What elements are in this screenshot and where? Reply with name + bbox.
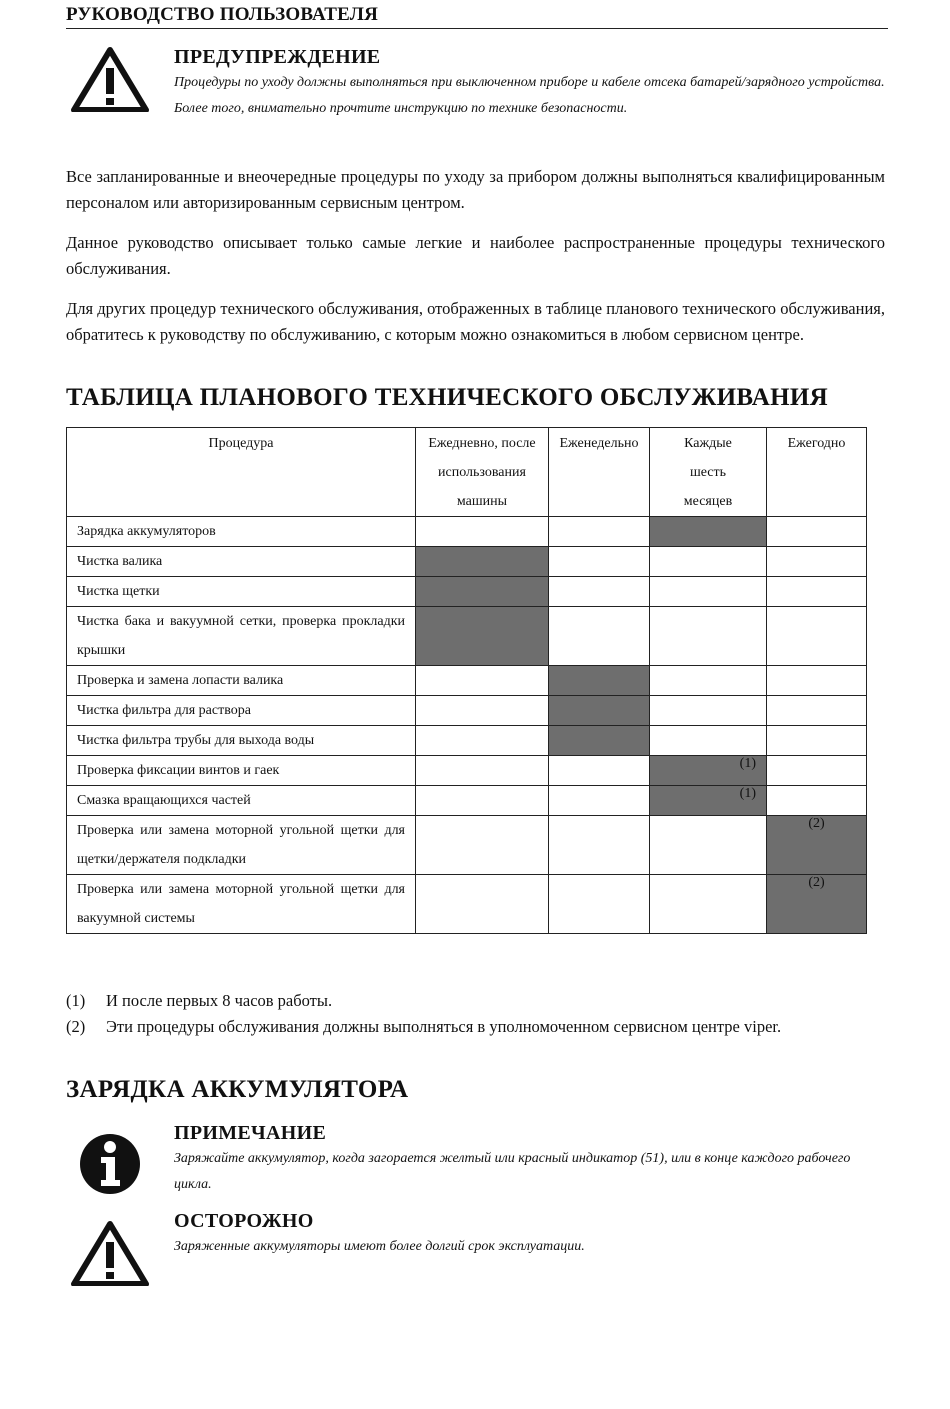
procedure-cell: Чистка фильтра для раствора (67, 696, 416, 726)
caution-text: Заряженные аккумуляторы имеют более долгий срок эксплуатации. (174, 1239, 585, 1254)
schedule-cell (416, 517, 549, 547)
maintenance-title: ТАБЛИЦА ПЛАНОВОГО ТЕХНИЧЕСКОГО ОБСЛУЖИВАНИЯ (66, 384, 829, 411)
paragraph-1: Все запланированные и внеочередные процедуры по уходу за прибором должны выполняться квалифицированным персоналом или авторизированным сервисным центром. (66, 167, 885, 212)
caution-callout (66, 1208, 888, 1288)
shaded-schedule-cell (416, 607, 549, 666)
warning-triangle-icon (70, 1220, 150, 1286)
schedule-cell (650, 577, 767, 607)
footnote-2 (66, 1014, 885, 1040)
schedule-cell (767, 666, 867, 696)
table-row (67, 786, 867, 816)
table-row (67, 517, 867, 547)
schedule-cell (549, 756, 650, 786)
schedule-cell (650, 666, 767, 696)
warning-triangle-icon (70, 46, 150, 112)
footnote-ref: (1) (739, 786, 756, 801)
table-header-row (67, 428, 867, 517)
shaded-schedule-cell (650, 517, 767, 547)
schedule-cell (416, 666, 549, 696)
schedule-cell (650, 696, 767, 726)
schedule-cell (416, 875, 549, 934)
footnotes (66, 988, 885, 1040)
schedule-cell (767, 726, 867, 756)
schedule-cell (650, 726, 767, 756)
footnote-text: Эти процедуры обслуживания должны выполняться в уполномоченном сервисном центре viper. (106, 1017, 782, 1036)
caution-title: ОСТОРОЖНО (174, 1210, 314, 1232)
table-row (67, 696, 867, 726)
footnote-number: (1) (66, 991, 86, 1010)
schedule-cell (767, 786, 867, 816)
footnote-text: И после первых 8 часов работы. (106, 991, 333, 1010)
schedule-cell (767, 547, 867, 577)
procedure-cell: Проверка или замена моторной угольной щетки для вакуумной системы (67, 875, 416, 934)
procedure-cell: Чистка фильтра трубы для выхода воды (67, 726, 416, 756)
shaded-schedule-cell (650, 786, 767, 816)
schedule-cell (549, 786, 650, 816)
shaded-schedule-cell (416, 577, 549, 607)
procedure-cell: Смазка вращающихся частей (67, 786, 416, 816)
shaded-schedule-cell (549, 726, 650, 756)
note-text: Заряжайте аккумулятор, когда загорается желтый или красный индикатор (51), или в конце каждого рабочего цикла. (174, 1151, 851, 1192)
page-header: РУКОВОДСТВО ПОЛЬЗОВАТЕЛЯ (66, 4, 888, 29)
warning-text: Процедуры по уходу должны выполняться при выключенном приборе и кабеле отсека батарей/зарядного устройства. Более того, внимательно прочтите инструкцию по технике безопасности. (174, 75, 885, 116)
procedure-cell: Проверка и замена лопасти валика (67, 666, 416, 696)
footnote-ref: (1) (739, 756, 756, 771)
schedule-cell (416, 726, 549, 756)
schedule-cell (549, 577, 650, 607)
paragraph-2: Данное руководство описывает только самые легкие и наиболее распространенные процедуры технического обслуживания. (66, 233, 885, 278)
column-header-daily: Ежедневно, после использования машины (416, 428, 549, 517)
schedule-cell (767, 517, 867, 547)
schedule-cell (767, 696, 867, 726)
procedure-cell: Чистка бака и вакуумной сетки, проверка прокладки крышки (67, 607, 416, 666)
table-row (67, 577, 867, 607)
procedure-cell: Чистка щетки (67, 577, 416, 607)
shaded-schedule-cell (767, 875, 867, 934)
warning-callout (66, 44, 888, 144)
shaded-schedule-cell (416, 547, 549, 577)
schedule-cell (767, 577, 867, 607)
shaded-schedule-cell (650, 756, 767, 786)
schedule-cell (650, 875, 767, 934)
schedule-cell (549, 875, 650, 934)
schedule-cell (416, 756, 549, 786)
column-header-procedure: Процедура (67, 428, 416, 517)
table-row (67, 547, 867, 577)
schedule-cell (549, 547, 650, 577)
shaded-schedule-cell (767, 816, 867, 875)
shaded-schedule-cell (549, 666, 650, 696)
table-row (67, 607, 867, 666)
note-title: ПРИМЕЧАНИЕ (174, 1122, 327, 1144)
procedure-cell: Проверка или замена моторной угольной щетки для щетки/держателя подкладки (67, 816, 416, 875)
maintenance-table (66, 427, 867, 934)
schedule-cell (549, 607, 650, 666)
footnote-ref: (2) (808, 816, 825, 831)
battery-title: ЗАРЯДКА АККУМУЛЯТОРА (66, 1076, 409, 1103)
table-row (67, 756, 867, 786)
column-header-weekly: Еженедельно (549, 428, 650, 517)
column-header-six-months: Каждые шесть месяцев (650, 428, 767, 517)
shaded-schedule-cell (549, 696, 650, 726)
table-row (67, 816, 867, 875)
table-row (67, 666, 867, 696)
warning-title: ПРЕДУПРЕЖДЕНИЕ (174, 46, 381, 68)
procedure-cell: Проверка фиксации винтов и гаек (67, 756, 416, 786)
table-row (67, 875, 867, 934)
schedule-cell (650, 816, 767, 875)
schedule-cell (416, 786, 549, 816)
schedule-cell (767, 756, 867, 786)
schedule-cell (416, 696, 549, 726)
schedule-cell (549, 517, 650, 547)
table-row (67, 726, 867, 756)
info-icon (70, 1130, 150, 1196)
note-callout (66, 1120, 888, 1200)
procedure-cell: Зарядка аккумуляторов (67, 517, 416, 547)
footnote-number: (2) (66, 1017, 86, 1036)
schedule-cell (767, 607, 867, 666)
schedule-cell (416, 816, 549, 875)
column-header-yearly: Ежегодно (767, 428, 867, 517)
schedule-cell (650, 547, 767, 577)
footnote-ref: (2) (808, 875, 825, 890)
schedule-cell (650, 607, 767, 666)
schedule-cell (549, 816, 650, 875)
paragraph-3: Для других процедур технического обслуживания, отображенных в таблице планового технического обслуживания, обратитесь к руководству по обслуживанию, с которым можно ознакомиться в любом сервисном центре. (66, 299, 885, 344)
footnote-1 (66, 988, 885, 1014)
procedure-cell: Чистка валика (67, 547, 416, 577)
